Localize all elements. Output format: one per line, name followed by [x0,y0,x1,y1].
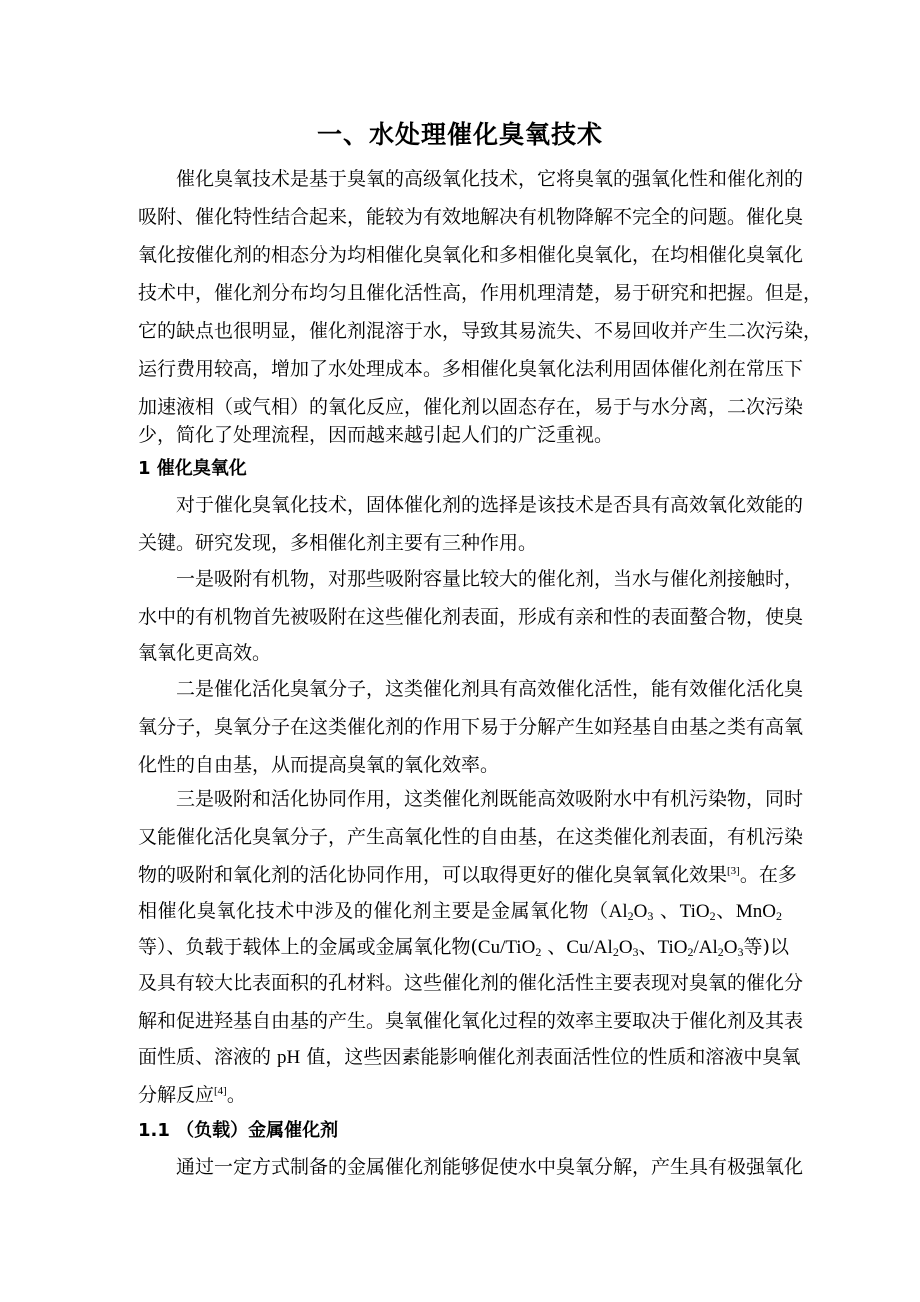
paragraph-line: 催化臭氧技术是基于臭氧的高级氧化技术，它将臭氧的强氧化性和催化剂的 [176,168,804,190]
separator: 、 [541,936,567,958]
paragraph-line [138,1082,782,1108]
paragraph-line: 吸附、催化特性结合起来，能较为有效地解决有机物降解不完全的问题。催化臭 [138,206,804,228]
line-text: 。 [226,1084,246,1106]
line-text: 。在多 [739,864,797,886]
paragraph-line: 对于催化臭氧化技术，固体催化剂的选择是该技术是否具有高效氧化效能的 [176,494,804,516]
paragraph-line: 关键。研究发现，多相催化剂主要有三种作用。 [138,532,538,554]
paragraph-line: 解和促进羟基自由基的产生。臭氧催化氧化过程的效率主要取决于催化剂及其表 [138,1010,804,1032]
paragraph-line: 通过一定方式制备的金属催化剂能够促使水中臭氧分解，产生具有极强氧化 [176,1156,804,1178]
paragraph-line: 它的缺点也很明显，催化剂混溶于水，导致其易流失、不易回收并产生二次污染， [138,320,823,342]
paragraph-line: 二是催化活化臭氧分子，这类催化剂具有高效催化活性，能有效催化活化臭 [176,678,804,700]
paragraph-line: 运行费用较高，增加了水处理成本。多相催化臭氧化法利用固体催化剂在常压下 [138,358,804,380]
formula-mno2: MnO$_2$ [735,901,782,923]
formula-tio2-al2o3: $TiO_2/Al_2O_3$ [657,937,744,959]
line-text: 相催化臭氧化技术中涉及的催化剂主要是金属氧化物（ [138,900,609,922]
paragraph-line [138,898,782,925]
formula-cu-al2o3: $Cu/Al_2O_3$ [566,937,639,959]
formula-tio2: TiO$_2$ [679,901,716,923]
paragraph-line: 化性的自由基，从而提高臭氧的氧化效率。 [138,754,500,776]
paragraph-line: 又能催化活化臭氧分子，产生高氧化性的自由基，在这类催化剂表面，有机污染 [138,826,804,848]
paragraph-line: 三是吸附和活化协同作用，这类催化剂既能高效吸附水中有机污染物，同时 [176,788,804,810]
document-title: 一、水处理催化臭氧技术 [316,120,603,149]
line-text: 面性质、溶液的 [138,1046,278,1068]
citation-ref[interactable]: [3] [727,865,740,877]
citation-ref[interactable]: [4] [214,1085,227,1097]
paragraph-line [138,862,797,888]
section-heading: 1 催化臭氧化 [138,458,247,479]
ph-term: pH [277,1047,301,1068]
paragraph-line: 技术中，催化剂分布均匀且催化活性高，作用机理清楚，易于研究和把握。但是， [138,282,823,304]
paragraph-line: 少，简化了处理流程，因而越来越引起人们的广泛重视。 [138,424,614,446]
paragraph-line: 及具有较大比表面积的孔材料。这些催化剂的催化活性主要表现对臭氧的催化分 [138,972,804,994]
line-text: 等)以 [743,936,789,958]
line-text: 分解反应 [138,1084,215,1106]
paragraph-line: 加速液相（或气相）的氧化反应，催化剂以固态存在，易于与水分离，二次污染 [138,396,804,418]
separator: 、 [638,936,658,958]
line-text: 值，这些因素能影响催化剂表面活性位的性质和溶液中臭氧 [300,1046,801,1068]
paragraph-line [138,934,789,961]
separator: 、 [653,900,680,922]
line-text: 等）、负载于载体上的金属或金属氧化物( [138,936,478,958]
paragraph-line: 水中的有机物首先被吸附在这些催化剂表面，形成有亲和性的表面螯合物，使臭 [138,606,804,628]
separator: 、 [715,900,736,922]
paragraph-line: 氧氧化更高效。 [138,642,272,664]
paragraph-line: 氧分子，臭氧分子在这类催化剂的作用下易于分解产生如羟基自由基之类有高氧 [138,716,804,738]
formula-al2o3: $Al_2O_3$ [608,901,654,923]
paragraph-line [138,1044,801,1071]
formula-cu-tio2: Cu/TiO$_2$ [477,937,542,959]
subsection-heading: 1.1 （负载）金属催化剂 [138,1120,339,1141]
paragraph-line: 一是吸附有机物，对那些吸附容量比较大的催化剂，当水与催化剂接触时， [176,568,804,590]
line-text: 物的吸附和氧化剂的活化协同作用，可以取得更好的催化臭氧氧化效果 [138,864,728,886]
paragraph-line: 氧化按催化剂的相态分为均相催化臭氧化和多相催化臭氧化，在均相催化臭氧化 [138,244,804,266]
